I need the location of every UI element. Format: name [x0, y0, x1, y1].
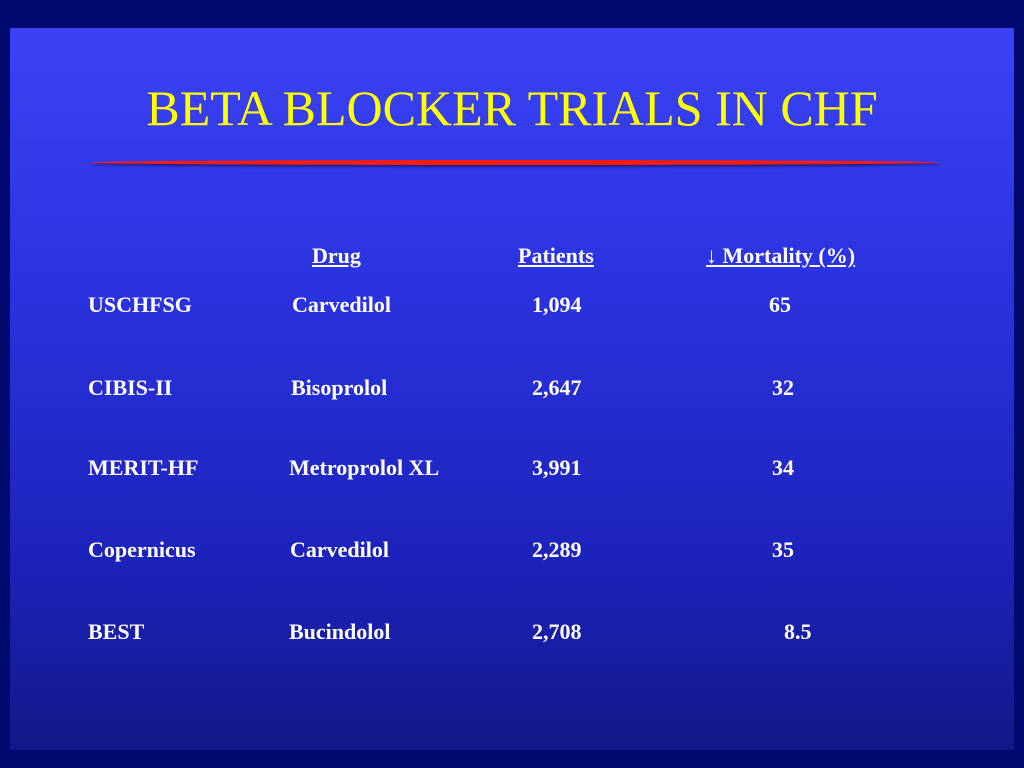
table-row-mortality: 34: [772, 455, 794, 480]
table-row-trial: USCHFSG: [88, 292, 192, 317]
table-row-drug: Carvedilol: [292, 292, 391, 317]
header-mortality-label: Mortality (%): [722, 243, 856, 268]
table-row-patients: 3,991: [532, 455, 582, 480]
table-row-mortality: 35: [772, 537, 794, 562]
table-row-trial: CIBIS-II: [88, 375, 173, 400]
table-row-mortality: 8.5: [784, 619, 812, 644]
table-row-patients: 1,094: [532, 292, 582, 317]
down-arrow-icon: ↓: [706, 243, 717, 268]
table-row-mortality: 32: [772, 375, 794, 400]
table-row-drug: Bisoprolol: [291, 375, 388, 400]
table-row-trial: BEST: [88, 619, 145, 644]
header-mortality: [706, 243, 855, 269]
table-row-drug: Bucindolol: [289, 619, 391, 644]
table-row-trial: MERIT-HF: [88, 455, 199, 480]
table-row-patients: 2,289: [532, 537, 582, 562]
table-row-patients: 2,647: [532, 375, 582, 400]
header-drug: Drug: [312, 243, 361, 268]
table-row-mortality: 65: [769, 292, 791, 317]
table-row-drug: Metroprolol XL: [289, 455, 440, 480]
header-patients: Patients: [518, 243, 594, 268]
table-row-drug: Carvedilol: [290, 537, 389, 562]
title-underline-rule: [90, 160, 940, 165]
slide-title: BETA BLOCKER TRIALS IN CHF: [146, 80, 878, 136]
table-row-trial: Copernicus: [88, 537, 196, 562]
table-row-patients: 2,708: [532, 619, 582, 644]
